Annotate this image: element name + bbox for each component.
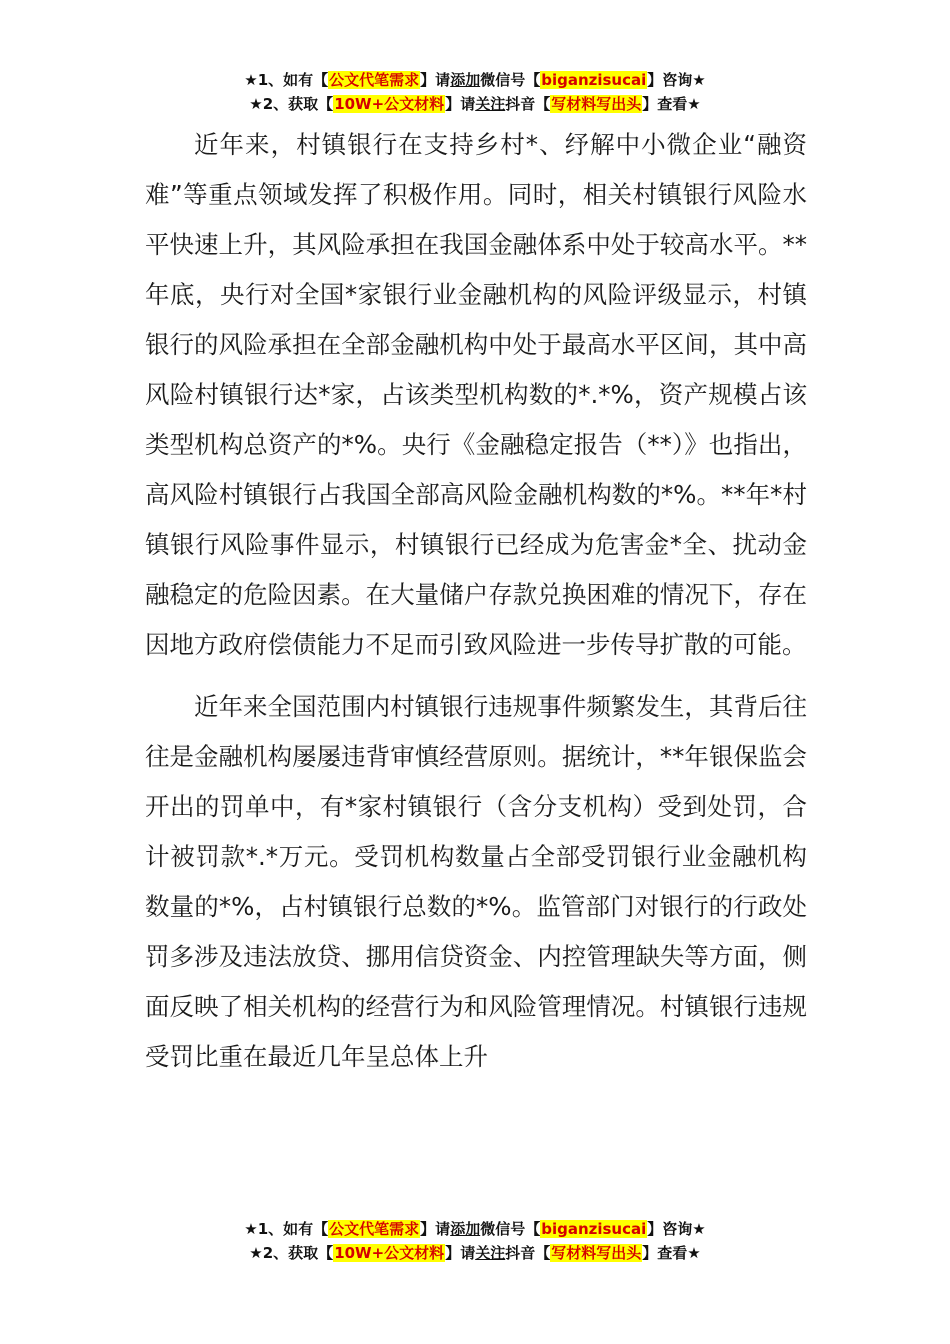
header-emphasis-add: 添加 <box>450 71 481 89</box>
header-banner <box>0 68 950 116</box>
footer-line-2-text: 】请 <box>445 1244 476 1262</box>
header-line-1-text-2: 微信号【 <box>480 71 541 89</box>
footer-line-1 <box>0 1217 950 1241</box>
header-line-2 <box>0 92 950 116</box>
footer-highlight-wechat-id: biganzisucai <box>541 1220 647 1238</box>
paragraph-1: 近年来，村镇银行在支持乡村*、纾解中小微企业“融资难”等重点领域发挥了积极作用。同时，相关村镇银行风险水平快速上升，其风险承担在我国金融体系中处于较高水平。**年底，央行对全国*家银行业金融机构的风险评级显示，村镇银行的风险承担在全部金融机构中处于最高水平区间，其中高风险村镇银行达*家，占该类型机构数的*.*%，资产规模占该类型机构总资产的*%。央行《金融稳定报告（**）》也指出，高风险村镇银行占我国全部高风险金融机构数的*%。**年*村镇银行风险事件显示，村镇银行已经成为危害金*全、扰动金融稳定的危险因素。在大量储户存款兑换困难的情况下，存在因地方政府偿债能力不足而引致风险进一步传导扩散的可能。 <box>145 130 807 659</box>
footer-highlight-materials: 10W+公文材料 <box>334 1244 445 1262</box>
footer-line-2 <box>0 1241 950 1265</box>
header-highlight-materials: 10W+公文材料 <box>334 95 445 113</box>
footer-line-1-suffix: 】咨询★ <box>647 1220 706 1238</box>
header-highlight-wechat-id: biganzisucai <box>541 71 647 89</box>
header-line-1-text: 】请 <box>420 71 451 89</box>
footer-line-2-prefix: ★2、获取【 <box>249 1244 334 1262</box>
footer-banner <box>0 1217 950 1265</box>
footer-line-1-text-2: 微信号【 <box>480 1220 541 1238</box>
header-emphasis-follow: 关注 <box>475 95 506 113</box>
header-line-1-suffix: 】咨询★ <box>647 71 706 89</box>
footer-line-2-suffix: 】查看★ <box>642 1244 701 1262</box>
header-line-2-prefix: ★2、获取【 <box>249 95 334 113</box>
header-line-2-suffix: 】查看★ <box>642 95 701 113</box>
footer-highlight-douyin-id: 写材料写出头 <box>551 1244 642 1262</box>
footer-emphasis-add: 添加 <box>450 1220 481 1238</box>
footer-line-1-text: 】请 <box>420 1220 451 1238</box>
footer-highlight-service: 公文代笔需求 <box>329 1220 420 1238</box>
header-line-2-text: 】请 <box>445 95 476 113</box>
document-body <box>145 120 807 1082</box>
footer-emphasis-follow: 关注 <box>475 1244 506 1262</box>
header-line-2-text-2: 抖音【 <box>505 95 551 113</box>
paragraph-2: 近年来全国范围内村镇银行违规事件频繁发生，其背后往往是金融机构屡屡违背审慎经营原则。据统计，**年银保监会开出的罚单中，有*家村镇银行（含分支机构）受到处罚，合计被罚款*.*万元。受罚机构数量占全部受罚银行业金融机构数量的*%，占村镇银行总数的*%。监管部门对银行的行政处罚多涉及违法放贷、挪用信贷资金、内控管理缺失等方面，侧面反映了相关机构的经营行为和风险管理情况。村镇银行违规受罚比重在最近几年呈总体上升 <box>145 692 807 1071</box>
footer-line-2-text-2: 抖音【 <box>505 1244 551 1262</box>
header-line-1 <box>0 68 950 92</box>
footer-line-1-prefix: ★1、如有【 <box>244 1220 329 1238</box>
header-highlight-douyin-id: 写材料写出头 <box>551 95 642 113</box>
header-line-1-prefix: ★1、如有【 <box>244 71 329 89</box>
header-highlight-service: 公文代笔需求 <box>329 71 420 89</box>
